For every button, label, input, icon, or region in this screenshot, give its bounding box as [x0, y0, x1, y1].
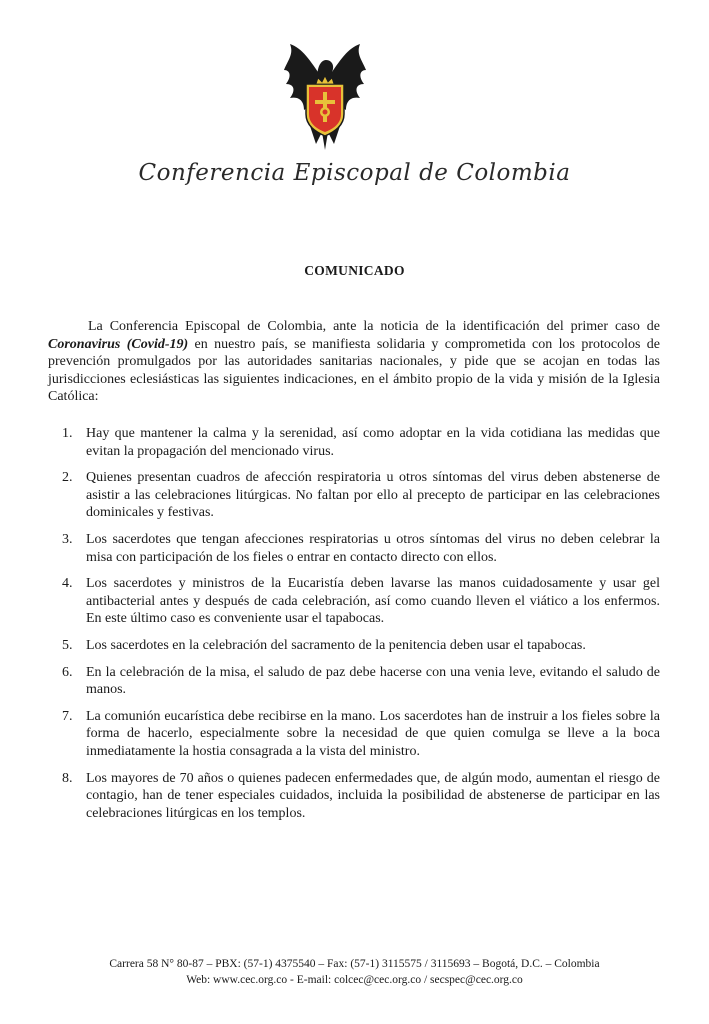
item-text: Los sacerdotes y ministros de la Eucaristía deben lavarse las manos cuidadosamente y usar gel antibacterial antes y después de cada celebración, así como cuando lleven el viático a los enfermos. En este último caso es conveniente usar el tapabocas.	[86, 576, 660, 627]
guidelines-list	[48, 425, 660, 831]
item-text: Los mayores de 70 años o quienes padecen enfermedades que, de algún modo, aumentan el riesgo de contagio, han de tener especiales cuidados, incluida la posibilidad de abstenerse de participar en las celebraciones litúrgicas en los templos.	[86, 770, 660, 821]
item-number: 6.	[62, 664, 73, 680]
list-item	[48, 531, 660, 566]
document-title: COMUNICADO	[304, 263, 405, 278]
item-number: 5.	[62, 637, 73, 653]
list-item	[48, 770, 660, 823]
item-number: 3.	[62, 531, 73, 547]
list-item	[48, 425, 660, 460]
item-text: Los sacerdotes que tengan afecciones respiratorias u otros síntomas del virus no deben celebrar la misa con participación de los fieles o entrar en contacto directo con ellos.	[86, 531, 660, 565]
episcopal-seal-logo	[280, 40, 370, 155]
item-text: Los sacerdotes en la celebración del sacramento de la penitencia deben usar el tapabocas.	[86, 637, 586, 653]
item-text: Hay que mantener la calma y la serenidad, así como adoptar en la vida cotidiana las medidas que evitan la propagación del mencionado virus.	[86, 426, 660, 459]
item-number: 4.	[62, 576, 73, 592]
footer-contact: Web: www.cec.org.co - E-mail: colcec@cec.org.co / secspec@cec.org.co	[186, 974, 523, 986]
footer-address: Carrera 58 N° 80-87 – PBX: (57-1) 4375540 – Fax: (57-1) 3115575 / 3115693 – Bogotá, D.C. – Colombia	[109, 958, 600, 970]
item-number: 8.	[62, 770, 73, 786]
item-number: 2.	[62, 470, 73, 486]
item-text: La comunión eucarística debe recibirse en la mano. Los sacerdotes han de instruir a los fieles sobre la forma de hacerlo, especialmente sobre la necesidad de que quien comulga se lleve a la boca inmediatamente la hostia consagrada a la vista del ministro.	[86, 708, 660, 759]
list-item	[48, 664, 660, 699]
item-text: En la celebración de la misa, el saludo de paz debe hacerse con una venia leve, evitando el saludo de manos.	[86, 664, 660, 698]
list-item	[48, 708, 660, 761]
page-footer	[0, 956, 709, 988]
intro-paragraph	[48, 318, 660, 406]
organization-name: Conferencia Episcopal de Colombia	[138, 160, 571, 186]
intro-emphasis: Coronavirus (Covid-19)	[48, 336, 189, 352]
item-number: 7.	[62, 708, 73, 724]
list-item	[48, 469, 660, 522]
item-text: Quienes presentan cuadros de afección respiratoria u otros síntomas del virus deben abstenerse de asistir a las celebraciones litúrgicas. No faltan por ello al precepto de participar en las celebraciones dominicales y festivas.	[86, 470, 660, 521]
intro-text-end: en nuestro país, se manifiesta solidaria y comprometida con los protocolos de prevención promulgados por las autoridades sanitarias nacionales, y pide que se acojan en todas las jurisdicciones eclesiásticas las siguientes indicaciones, en el ámbito propio de la vida y misión de la Iglesia Católica:	[48, 336, 661, 405]
list-item	[48, 637, 660, 655]
item-number: 1.	[62, 426, 73, 441]
intro-text-start: La Conferencia Episcopal de Colombia, ante la noticia de la identificación del primer caso de	[88, 319, 660, 334]
list-item	[48, 575, 660, 628]
